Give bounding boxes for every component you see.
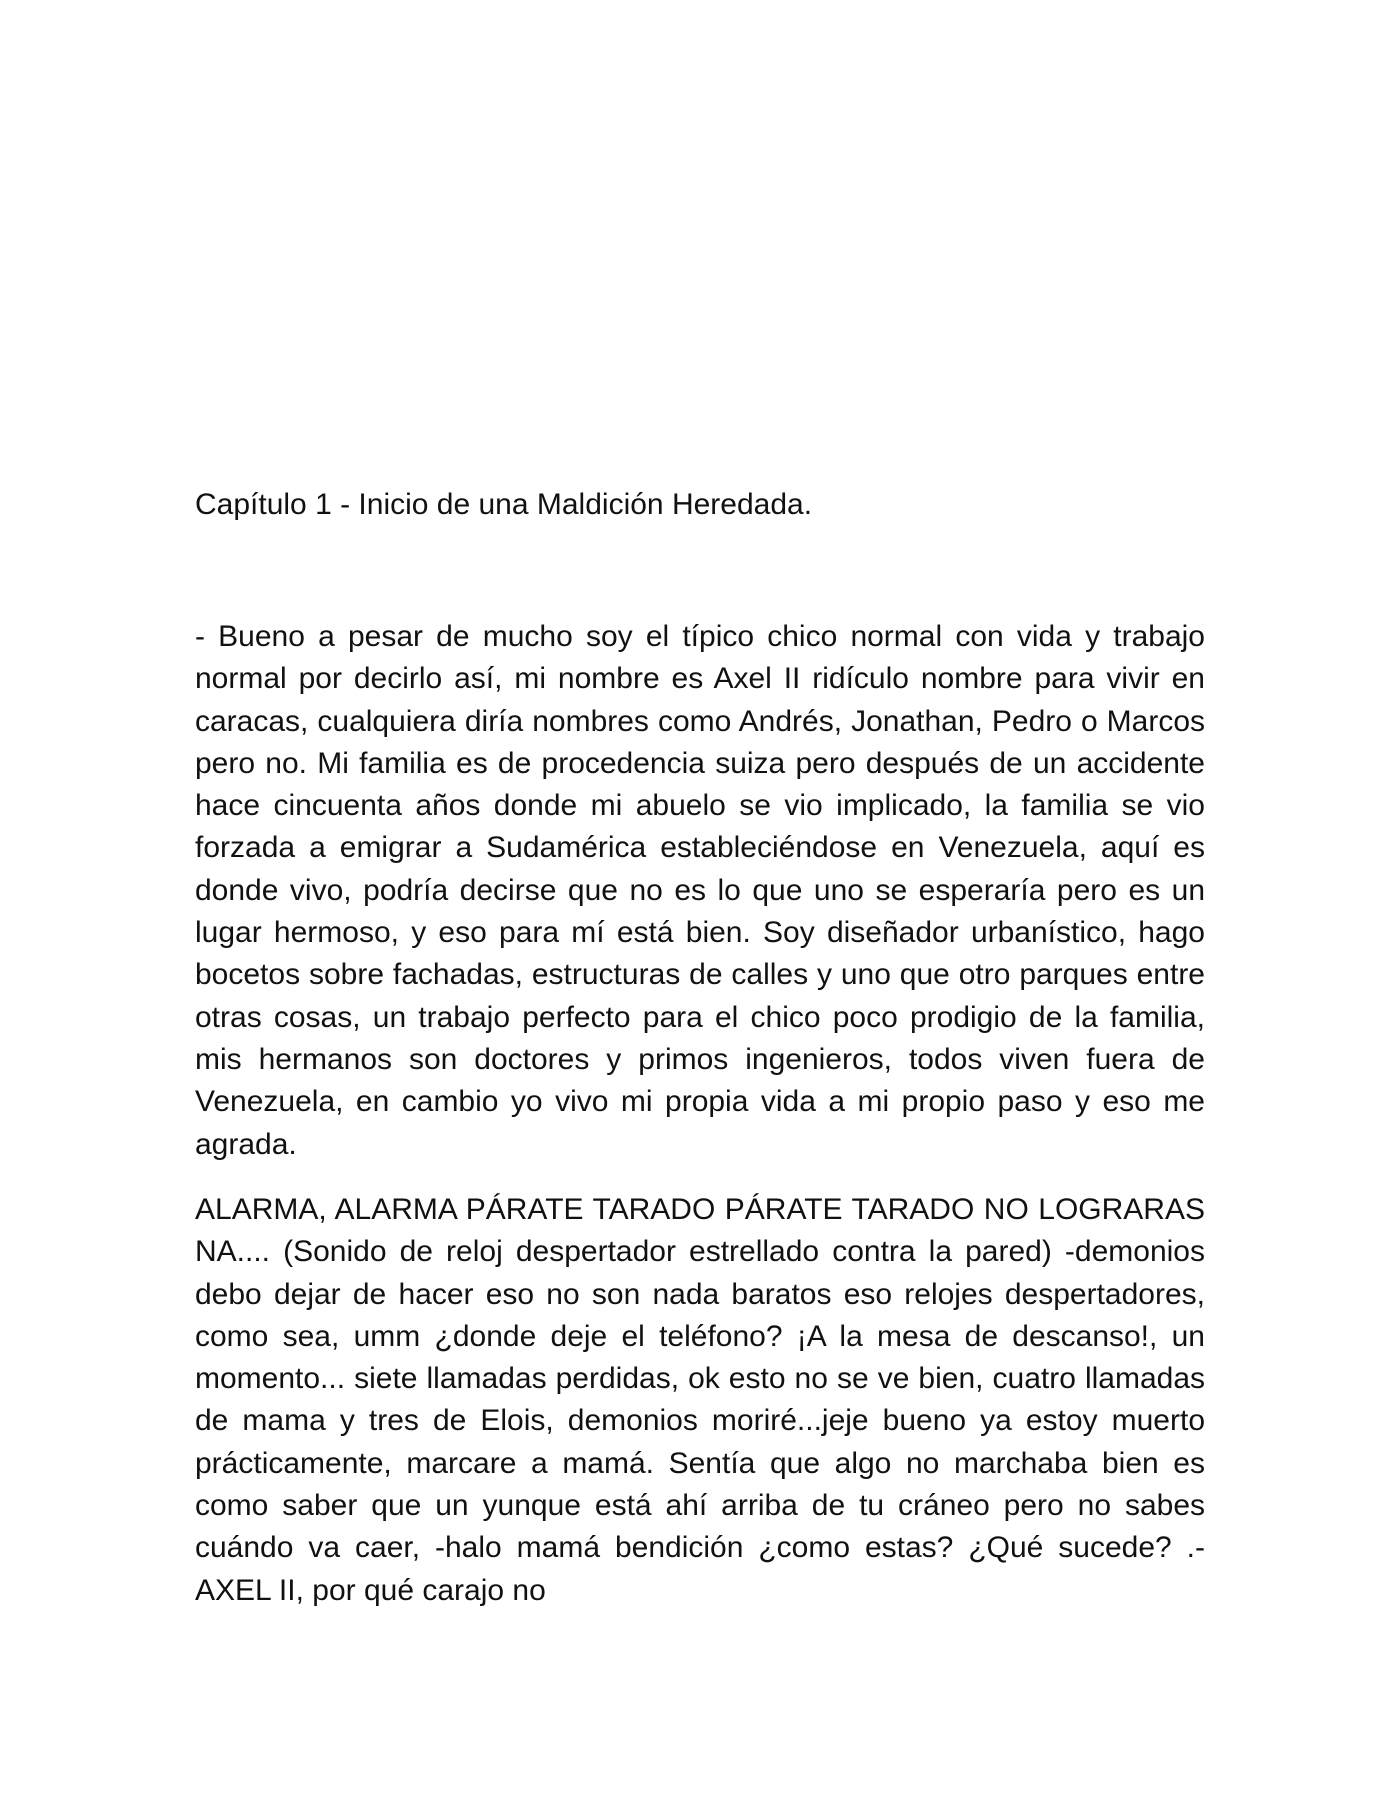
paragraph-alarm: ALARMA, ALARMA PÁRATE TARADO PÁRATE TARADO NO LOGRARAS NA.... (Sonido de reloj despertador estrellado contra la pared) -demonios debo dejar de hacer eso no son nada baratos eso relojes despertadores, como sea, umm ¿donde deje el teléfono? ¡A la mesa de descanso!, un momento... siete llamadas perdidas, ok esto no se ve bien, cuatro llamadas de mama y tres de Elois, demonios moriré...jeje bueno ya estoy muerto prácticamente, marcare a mamá. Sentía que algo no marchaba bien es como saber que un yunque está ahí arriba de tu cráneo pero no sabes cuándo va caer, -halo mamá bendición ¿como estas? ¿Qué sucede? .-AXEL II, por qué carajo no — [195, 1193, 1205, 1607]
paragraph-intro: - Bueno a pesar de mucho soy el típico chico normal con vida y trabajo normal por decirlo así, mi nombre es Axel II ridículo nombre para vivir en caracas, cualquiera diría nombres como Andrés, Jonathan, Pedro o Marcos pero no. Mi familia es de procedencia suiza pero después de un accidente hace cincuenta años donde mi abuelo se vio implicado, la familia se vio forzada a emigrar a Sudamérica estableciéndose en Venezuela, aquí es donde vivo, podría decirse que no es lo que uno se esperaría pero es un lugar hermoso, y eso para mí está bien. Soy diseñador urbanístico, hago bocetos sobre fachadas, estructuras de calles y uno que otro parques entre otras cosas, un trabajo perfecto para el chico poco prodigio de la familia, mis hermanos son doctores y primos ingenieros, todos viven fuera de Venezuela, en cambio yo vivo mi propia vida a mi propio paso y eso me agrada. — [195, 620, 1205, 1161]
chapter-title: Capítulo 1 - Inicio de una Maldición Heredada. — [195, 488, 813, 521]
